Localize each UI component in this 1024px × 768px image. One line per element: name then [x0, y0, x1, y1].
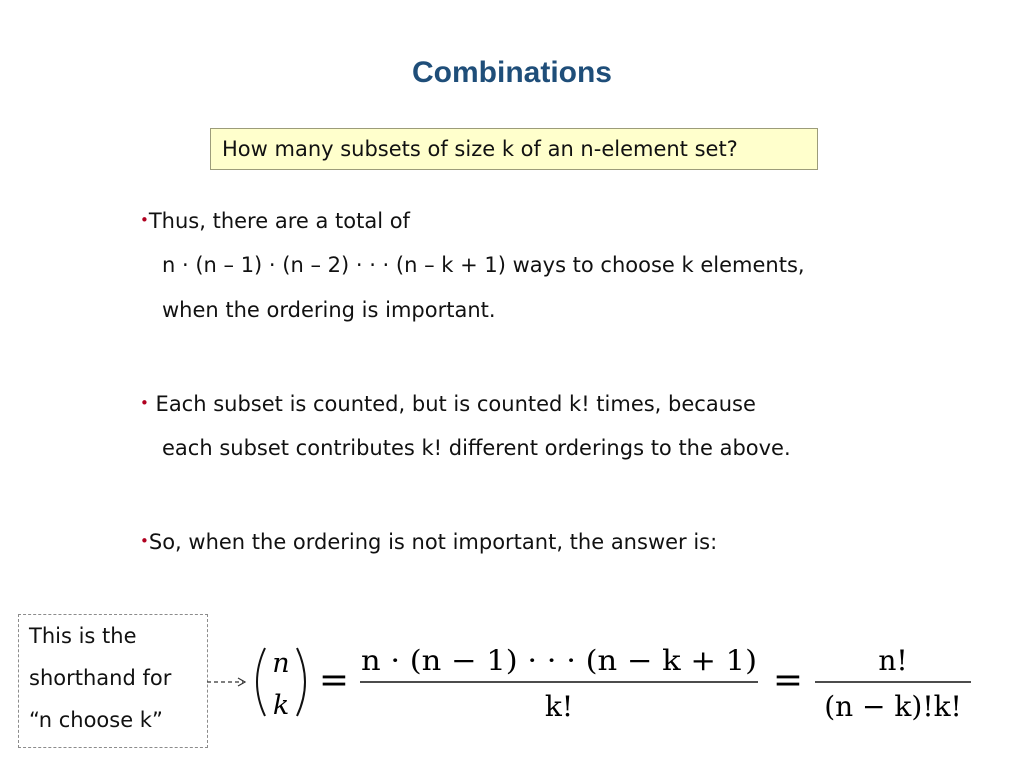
question-text: How many subsets of size k of an n-element set?: [222, 137, 738, 161]
binomial-right-paren: [297, 648, 305, 716]
binomial-left-paren: [257, 648, 265, 716]
binomial-top: n: [272, 648, 290, 679]
equals-sign-2: =: [772, 660, 804, 701]
note-line: shorthand for: [29, 666, 172, 690]
equals-sign-1: =: [318, 660, 350, 701]
question-box: [210, 128, 818, 170]
arrow-head-icon: [238, 678, 245, 686]
bullet-2-line-2: each subset contributes k! different orderings to the above.: [162, 436, 791, 460]
bullet-marker: •: [140, 532, 149, 550]
fraction-2-denominator: (n − k)!k!: [824, 690, 962, 723]
fraction-1-numerator: n · (n − 1) · · · (n − k + 1): [361, 644, 757, 677]
fraction-1-denominator: k!: [544, 690, 574, 723]
bullet-marker: •: [140, 211, 149, 229]
note-line: This is the: [29, 624, 137, 648]
bullet-2-line-1: • Each subset is counted, but is counted k! times, because: [140, 392, 756, 416]
fraction-2-numerator: n!: [878, 644, 908, 677]
bullet-3-line-1: •So, when the ordering is not important, the answer is:: [140, 530, 718, 554]
note-line: “n choose k”: [29, 708, 163, 732]
bullet-marker: •: [140, 394, 149, 412]
combination-formula: [205, 630, 985, 735]
bullet-1-line-2: n · (n – 1) · (n – 2) · · · (n – k + 1) ways to choose k elements,: [162, 253, 805, 277]
shorthand-note-box: [18, 614, 208, 748]
bullet-1-line-3: when the ordering is important.: [162, 298, 496, 322]
slide-title: Combinations: [412, 56, 612, 89]
binomial-bottom: k: [272, 690, 290, 721]
bullet-1-line-1: •Thus, there are a total of: [140, 209, 410, 233]
